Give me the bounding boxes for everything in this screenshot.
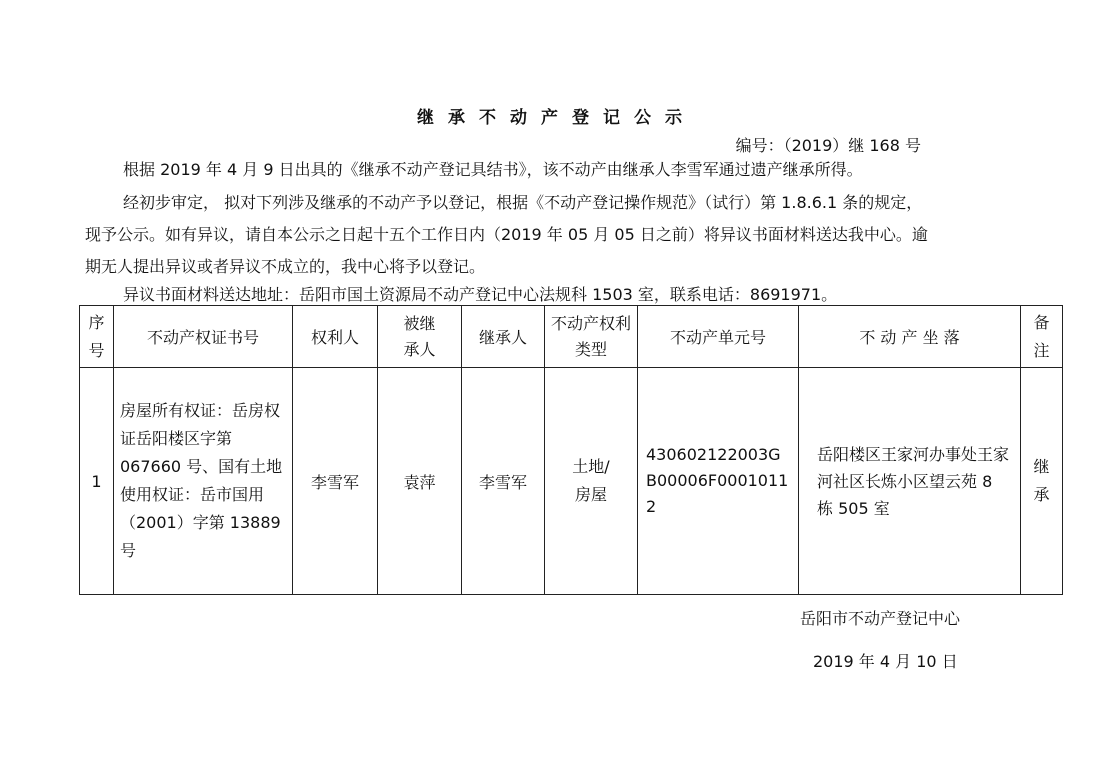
registration-table	[79, 305, 1063, 595]
cell-heir: 李雪军	[462, 368, 545, 595]
table-header-row	[80, 306, 1063, 368]
page-title: 继承不动产登记公示	[417, 108, 696, 128]
cell-unit-no: 430602122003GB00006F00010112	[638, 368, 799, 595]
cell-remark: 继承	[1021, 368, 1063, 595]
document-number: 编号：（2019）继 168 号	[735, 136, 921, 155]
header-seq: 序号	[80, 306, 114, 368]
cell-owner: 李雪军	[293, 368, 378, 595]
table-row	[80, 368, 1063, 595]
cell-seq: 1	[80, 368, 114, 595]
paragraph-basis: 根据 2019 年 4 月 9 日出具的《继承不动产登记具结书》，该不动产由继承人李雪军通过遗产继承所得。	[123, 160, 863, 179]
header-right-type: 不动产权利类型	[545, 306, 638, 368]
header-owner: 权利人	[293, 306, 378, 368]
header-location: 不 动 产 坐 落	[799, 306, 1021, 368]
header-heir: 继承人	[462, 306, 545, 368]
cell-cert-no: 房屋所有权证：岳房权证岳阳楼区字第 067660 号、国有土地使用权证：岳市国用（2001）字第 13889 号	[114, 368, 293, 595]
header-cert-no: 不动产权证书号	[114, 306, 293, 368]
paragraph-objection-address: 异议书面材料送达地址：岳阳市国土资源局不动产登记中心法规科 1503 室，联系电话：8691971。	[123, 285, 838, 304]
cell-decedent: 袁萍	[378, 368, 462, 595]
header-decedent: 被继承人	[378, 306, 462, 368]
cell-location: 岳阳楼区王家河办事处王家河社区长炼小区望云苑 8 栋 505 室	[799, 368, 1021, 595]
issuer-name: 岳阳市不动产登记中心	[800, 609, 961, 628]
paragraph-review-line-2: 现予公示。如有异议，请自本公示之日起十五个工作日内（2019 年 05 月 05 日之前）将异议书面材料送达我中心。逾	[85, 225, 928, 244]
cell-right-type: 土地/房屋	[545, 368, 638, 595]
paragraph-review-line-3: 期无人提出异议或者异议不成立的，我中心将予以登记。	[85, 257, 486, 276]
header-remark: 备注	[1021, 306, 1063, 368]
paragraph-review-line-1: 经初步审定， 拟对下列涉及继承的不动产予以登记，根据《不动产登记操作规范》（试行）第 1.8.6.1 条的规定，	[123, 193, 923, 212]
header-unit-no: 不动产单元号	[638, 306, 799, 368]
issue-date: 2019 年 4 月 10 日	[813, 652, 958, 671]
